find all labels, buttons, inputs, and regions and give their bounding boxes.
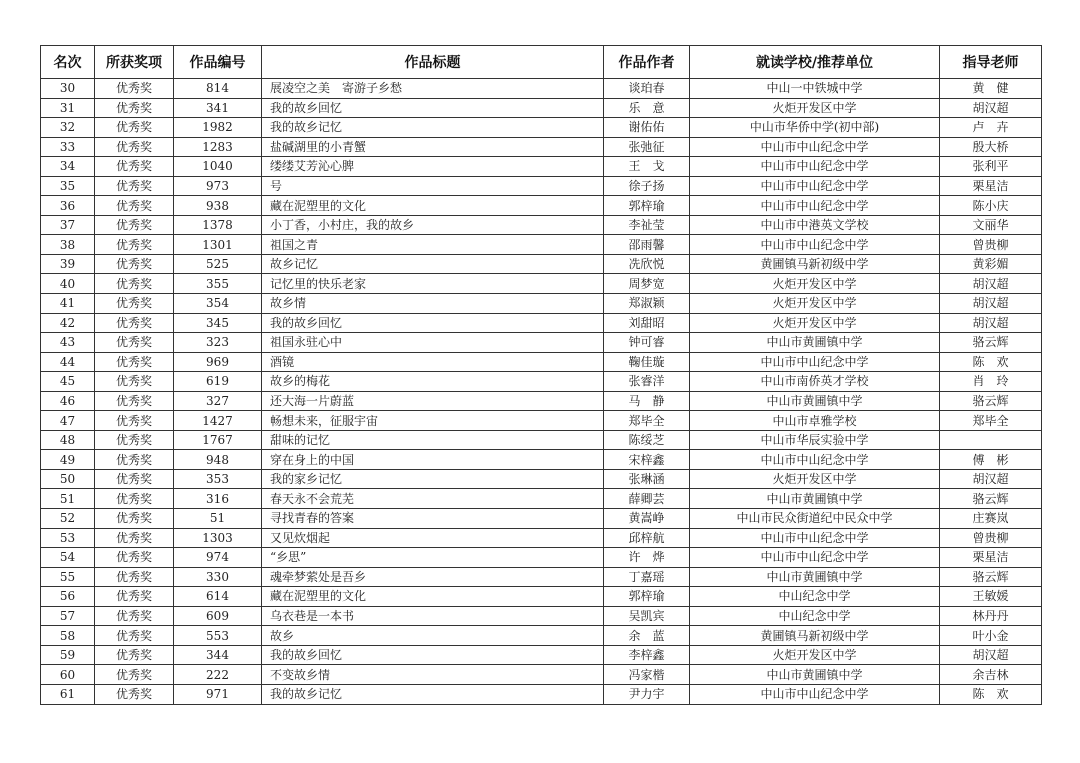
award-cell: 优秀奖	[95, 137, 174, 157]
title-cell: 我的故乡回忆	[262, 645, 604, 665]
teacher-cell: 文丽华	[940, 215, 1042, 235]
header-teacher: 指导老师	[940, 46, 1042, 79]
rank-cell: 35	[41, 176, 95, 196]
rank-cell: 49	[41, 450, 95, 470]
rank-cell: 50	[41, 469, 95, 489]
title-cell: 缕缕艾芳沁心脾	[262, 157, 604, 177]
table-row	[41, 606, 1042, 626]
author-cell: 郭梓瑜	[604, 587, 690, 607]
entry-number-cell: 353	[174, 469, 262, 489]
award-cell: 优秀奖	[95, 215, 174, 235]
award-cell: 优秀奖	[95, 567, 174, 587]
teacher-cell: 胡汉超	[940, 274, 1042, 294]
title-cell: 畅想未来，征服宇宙	[262, 411, 604, 431]
school-cell: 中山市中山纪念中学	[690, 352, 940, 372]
title-cell: 故乡记忆	[262, 254, 604, 274]
table-row	[41, 157, 1042, 177]
school-cell: 中山市中山纪念中学	[690, 176, 940, 196]
teacher-cell: 林丹丹	[940, 606, 1042, 626]
rank-cell: 39	[41, 254, 95, 274]
award-cell: 优秀奖	[95, 235, 174, 255]
author-cell: 马 静	[604, 391, 690, 411]
rank-cell: 37	[41, 215, 95, 235]
entry-number-cell: 341	[174, 98, 262, 118]
entry-number-cell: 1378	[174, 215, 262, 235]
author-cell: 谈珀春	[604, 79, 690, 99]
entry-number-cell: 938	[174, 196, 262, 216]
teacher-cell: 肖 玲	[940, 372, 1042, 392]
award-cell: 优秀奖	[95, 684, 174, 704]
header-award: 所获奖项	[95, 46, 174, 79]
title-cell: 春天永不会荒芜	[262, 489, 604, 509]
author-cell: 黄嵩峥	[604, 509, 690, 529]
author-cell: 郭梓瑜	[604, 196, 690, 216]
award-table-sheet	[40, 45, 1041, 705]
entry-number-cell: 316	[174, 489, 262, 509]
author-cell: 许 烨	[604, 548, 690, 568]
school-cell: 中山市中山纪念中学	[690, 137, 940, 157]
author-cell: 周梦宽	[604, 274, 690, 294]
award-cell: 优秀奖	[95, 333, 174, 353]
rank-cell: 31	[41, 98, 95, 118]
school-cell: 中山市中山纪念中学	[690, 196, 940, 216]
author-cell: 鞠佳璇	[604, 352, 690, 372]
award-cell: 优秀奖	[95, 176, 174, 196]
rank-cell: 58	[41, 626, 95, 646]
author-cell: 钟可睿	[604, 333, 690, 353]
entry-number-cell: 1982	[174, 118, 262, 138]
award-cell: 优秀奖	[95, 509, 174, 529]
rank-cell: 44	[41, 352, 95, 372]
table-row	[41, 294, 1042, 314]
title-cell: 故乡	[262, 626, 604, 646]
award-cell: 优秀奖	[95, 313, 174, 333]
teacher-cell: 陈 欢	[940, 352, 1042, 372]
award-cell: 优秀奖	[95, 528, 174, 548]
rank-cell: 42	[41, 313, 95, 333]
title-cell: 藏在泥塑里的文化	[262, 587, 604, 607]
teacher-cell: 张利平	[940, 157, 1042, 177]
school-cell: 中山市中山纪念中学	[690, 450, 940, 470]
title-cell: 小丁香，小村庄，我的故乡	[262, 215, 604, 235]
award-cell: 优秀奖	[95, 157, 174, 177]
entry-number-cell: 327	[174, 391, 262, 411]
table-row	[41, 372, 1042, 392]
award-cell: 优秀奖	[95, 469, 174, 489]
rank-cell: 46	[41, 391, 95, 411]
table-row	[41, 391, 1042, 411]
award-cell: 优秀奖	[95, 606, 174, 626]
school-cell: 中山市中山纪念中学	[690, 235, 940, 255]
entry-number-cell: 525	[174, 254, 262, 274]
entry-number-cell: 222	[174, 665, 262, 685]
title-cell: 祖国永驻心中	[262, 333, 604, 353]
school-cell: 火炬开发区中学	[690, 274, 940, 294]
rank-cell: 30	[41, 79, 95, 99]
table-row	[41, 176, 1042, 196]
school-cell: 中山纪念中学	[690, 587, 940, 607]
table-row	[41, 509, 1042, 529]
rank-cell: 53	[41, 528, 95, 548]
rank-cell: 38	[41, 235, 95, 255]
entry-number-cell: 330	[174, 567, 262, 587]
entry-number-cell: 1283	[174, 137, 262, 157]
title-cell: 记忆里的快乐老家	[262, 274, 604, 294]
title-cell: 又见炊烟起	[262, 528, 604, 548]
author-cell: 丁嘉瑶	[604, 567, 690, 587]
header-author: 作品作者	[604, 46, 690, 79]
rank-cell: 40	[41, 274, 95, 294]
rank-cell: 48	[41, 430, 95, 450]
table-row	[41, 626, 1042, 646]
school-cell: 中山市黄圃镇中学	[690, 489, 940, 509]
author-cell: 王 戈	[604, 157, 690, 177]
title-cell: 我的故乡记忆	[262, 684, 604, 704]
school-cell: 中山市南侨英才学校	[690, 372, 940, 392]
award-cell: 优秀奖	[95, 489, 174, 509]
entry-number-cell: 344	[174, 645, 262, 665]
table-row	[41, 137, 1042, 157]
table-header-row	[41, 46, 1042, 79]
school-cell: 中山纪念中学	[690, 606, 940, 626]
title-cell: 盐碱湖里的小青蟹	[262, 137, 604, 157]
table-row	[41, 118, 1042, 138]
entry-number-cell: 974	[174, 548, 262, 568]
rank-cell: 54	[41, 548, 95, 568]
table-row	[41, 215, 1042, 235]
rank-cell: 33	[41, 137, 95, 157]
teacher-cell: 曾贵柳	[940, 528, 1042, 548]
author-cell: 冯家楷	[604, 665, 690, 685]
title-cell: 穿在身上的中国	[262, 450, 604, 470]
teacher-cell: 曾贵柳	[940, 235, 1042, 255]
rank-cell: 59	[41, 645, 95, 665]
award-cell: 优秀奖	[95, 98, 174, 118]
header-entry-number: 作品编号	[174, 46, 262, 79]
school-cell: 中山市黄圃镇中学	[690, 665, 940, 685]
teacher-cell: 卢 卉	[940, 118, 1042, 138]
school-cell: 火炬开发区中学	[690, 313, 940, 333]
entry-number-cell: 354	[174, 294, 262, 314]
title-cell: 我的故乡回忆	[262, 313, 604, 333]
award-cell: 优秀奖	[95, 411, 174, 431]
teacher-cell: 郑毕全	[940, 411, 1042, 431]
title-cell: 故乡的梅花	[262, 372, 604, 392]
table-row	[41, 489, 1042, 509]
author-cell: 余 蓝	[604, 626, 690, 646]
award-cell: 优秀奖	[95, 372, 174, 392]
award-cell: 优秀奖	[95, 352, 174, 372]
author-cell: 乐 意	[604, 98, 690, 118]
title-cell: 号	[262, 176, 604, 196]
table-row	[41, 352, 1042, 372]
author-cell: 徐子扬	[604, 176, 690, 196]
school-cell: 中山市中山纪念中学	[690, 157, 940, 177]
entry-number-cell: 814	[174, 79, 262, 99]
rank-cell: 34	[41, 157, 95, 177]
teacher-cell: 胡汉超	[940, 469, 1042, 489]
school-cell: 中山市中山纪念中学	[690, 528, 940, 548]
table-row	[41, 665, 1042, 685]
rank-cell: 45	[41, 372, 95, 392]
school-cell: 火炬开发区中学	[690, 469, 940, 489]
school-cell: 中山市民众街道纪中民众中学	[690, 509, 940, 529]
school-cell: 火炬开发区中学	[690, 645, 940, 665]
title-cell: 我的家乡记忆	[262, 469, 604, 489]
award-cell: 优秀奖	[95, 118, 174, 138]
title-cell: 还大海一片蔚蓝	[262, 391, 604, 411]
table-row	[41, 79, 1042, 99]
teacher-cell: 黄彩媚	[940, 254, 1042, 274]
table-row	[41, 684, 1042, 704]
rank-cell: 51	[41, 489, 95, 509]
award-cell: 优秀奖	[95, 196, 174, 216]
table-row	[41, 254, 1042, 274]
school-cell: 火炬开发区中学	[690, 98, 940, 118]
table-row	[41, 313, 1042, 333]
entry-number-cell: 345	[174, 313, 262, 333]
author-cell: 邵雨馨	[604, 235, 690, 255]
author-cell: 李梓鑫	[604, 645, 690, 665]
teacher-cell: 陈小庆	[940, 196, 1042, 216]
rank-cell: 60	[41, 665, 95, 685]
author-cell: 吴凯宾	[604, 606, 690, 626]
table-row	[41, 469, 1042, 489]
entry-number-cell: 971	[174, 684, 262, 704]
table-row	[41, 450, 1042, 470]
title-cell: 藏在泥塑里的文化	[262, 196, 604, 216]
award-list-table	[40, 45, 1042, 705]
entry-number-cell: 1303	[174, 528, 262, 548]
title-cell: 不变故乡情	[262, 665, 604, 685]
author-cell: 宋梓鑫	[604, 450, 690, 470]
school-cell: 黄圃镇马新初级中学	[690, 254, 940, 274]
title-cell: 祖国之青	[262, 235, 604, 255]
teacher-cell: 余吉林	[940, 665, 1042, 685]
teacher-cell: 骆云辉	[940, 489, 1042, 509]
award-cell: 优秀奖	[95, 79, 174, 99]
header-title: 作品标题	[262, 46, 604, 79]
award-cell: 优秀奖	[95, 587, 174, 607]
author-cell: 郑毕全	[604, 411, 690, 431]
rank-cell: 52	[41, 509, 95, 529]
teacher-cell: 骆云辉	[940, 567, 1042, 587]
author-cell: 谢佑佑	[604, 118, 690, 138]
teacher-cell: 叶小金	[940, 626, 1042, 646]
rank-cell: 43	[41, 333, 95, 353]
teacher-cell: 胡汉超	[940, 98, 1042, 118]
teacher-cell: 黄 健	[940, 79, 1042, 99]
entry-number-cell: 323	[174, 333, 262, 353]
table-row	[41, 528, 1042, 548]
author-cell: 邱梓航	[604, 528, 690, 548]
entry-number-cell: 1427	[174, 411, 262, 431]
table-row	[41, 548, 1042, 568]
table-row	[41, 587, 1042, 607]
table-row	[41, 274, 1042, 294]
school-cell: 中山市中山纪念中学	[690, 548, 940, 568]
author-cell: 李祉莹	[604, 215, 690, 235]
title-cell: 展凌空之美 寄游子乡愁	[262, 79, 604, 99]
author-cell: 郑淑颖	[604, 294, 690, 314]
entry-number-cell: 609	[174, 606, 262, 626]
school-cell: 中山市华辰实验中学	[690, 430, 940, 450]
entry-number-cell: 969	[174, 352, 262, 372]
title-cell: 甜味的记忆	[262, 430, 604, 450]
award-cell: 优秀奖	[95, 450, 174, 470]
teacher-cell: 栗星洁	[940, 548, 1042, 568]
teacher-cell: 骆云辉	[940, 333, 1042, 353]
award-cell: 优秀奖	[95, 430, 174, 450]
author-cell: 张睿洋	[604, 372, 690, 392]
entry-number-cell: 973	[174, 176, 262, 196]
title-cell: 乌衣巷是一本书	[262, 606, 604, 626]
title-cell: 故乡情	[262, 294, 604, 314]
teacher-cell: 王敏媛	[940, 587, 1042, 607]
teacher-cell: 庄赛岚	[940, 509, 1042, 529]
entry-number-cell: 614	[174, 587, 262, 607]
rank-cell: 47	[41, 411, 95, 431]
award-cell: 优秀奖	[95, 626, 174, 646]
entry-number-cell: 619	[174, 372, 262, 392]
teacher-cell: 骆云辉	[940, 391, 1042, 411]
award-cell: 优秀奖	[95, 274, 174, 294]
school-cell: 中山一中铁城中学	[690, 79, 940, 99]
teacher-cell	[940, 430, 1042, 450]
rank-cell: 61	[41, 684, 95, 704]
rank-cell: 36	[41, 196, 95, 216]
school-cell: 中山市华侨中学(初中部)	[690, 118, 940, 138]
author-cell: 薛卿芸	[604, 489, 690, 509]
school-cell: 中山市黄圃镇中学	[690, 333, 940, 353]
entry-number-cell: 553	[174, 626, 262, 646]
entry-number-cell: 355	[174, 274, 262, 294]
teacher-cell: 栗星洁	[940, 176, 1042, 196]
award-cell: 优秀奖	[95, 548, 174, 568]
school-cell: 中山市中山纪念中学	[690, 684, 940, 704]
title-cell: 魂牵梦萦处是吾乡	[262, 567, 604, 587]
rank-cell: 32	[41, 118, 95, 138]
author-cell: 张弛征	[604, 137, 690, 157]
title-cell: 我的故乡记忆	[262, 118, 604, 138]
school-cell: 中山市黄圃镇中学	[690, 567, 940, 587]
rank-cell: 56	[41, 587, 95, 607]
table-row	[41, 235, 1042, 255]
entry-number-cell: 948	[174, 450, 262, 470]
title-cell: “乡思”	[262, 548, 604, 568]
award-cell: 优秀奖	[95, 391, 174, 411]
table-row	[41, 645, 1042, 665]
award-cell: 优秀奖	[95, 645, 174, 665]
award-cell: 优秀奖	[95, 294, 174, 314]
author-cell: 刘甜昭	[604, 313, 690, 333]
author-cell: 冼欣悦	[604, 254, 690, 274]
entry-number-cell: 1301	[174, 235, 262, 255]
school-cell: 中山市卓雅学校	[690, 411, 940, 431]
title-cell: 我的故乡回忆	[262, 98, 604, 118]
header-school: 就读学校/推荐单位	[690, 46, 940, 79]
award-cell: 优秀奖	[95, 254, 174, 274]
rank-cell: 55	[41, 567, 95, 587]
table-row	[41, 430, 1042, 450]
teacher-cell: 胡汉超	[940, 645, 1042, 665]
author-cell: 张琳涵	[604, 469, 690, 489]
table-row	[41, 411, 1042, 431]
table-row	[41, 98, 1042, 118]
school-cell: 黄圃镇马新初级中学	[690, 626, 940, 646]
teacher-cell: 胡汉超	[940, 294, 1042, 314]
table-row	[41, 567, 1042, 587]
table-row	[41, 333, 1042, 353]
entry-number-cell: 1040	[174, 157, 262, 177]
award-cell: 优秀奖	[95, 665, 174, 685]
school-cell: 火炬开发区中学	[690, 294, 940, 314]
title-cell: 寻找青春的答案	[262, 509, 604, 529]
rank-cell: 57	[41, 606, 95, 626]
teacher-cell: 殷大桥	[940, 137, 1042, 157]
entry-number-cell: 1767	[174, 430, 262, 450]
teacher-cell: 陈 欢	[940, 684, 1042, 704]
author-cell: 尹力宇	[604, 684, 690, 704]
teacher-cell: 胡汉超	[940, 313, 1042, 333]
school-cell: 中山市黄圃镇中学	[690, 391, 940, 411]
entry-number-cell: 51	[174, 509, 262, 529]
author-cell: 陈绥芝	[604, 430, 690, 450]
header-rank: 名次	[41, 46, 95, 79]
school-cell: 中山市中港英文学校	[690, 215, 940, 235]
teacher-cell: 傅 彬	[940, 450, 1042, 470]
rank-cell: 41	[41, 294, 95, 314]
title-cell: 酒镜	[262, 352, 604, 372]
table-row	[41, 196, 1042, 216]
table-body	[41, 79, 1042, 705]
